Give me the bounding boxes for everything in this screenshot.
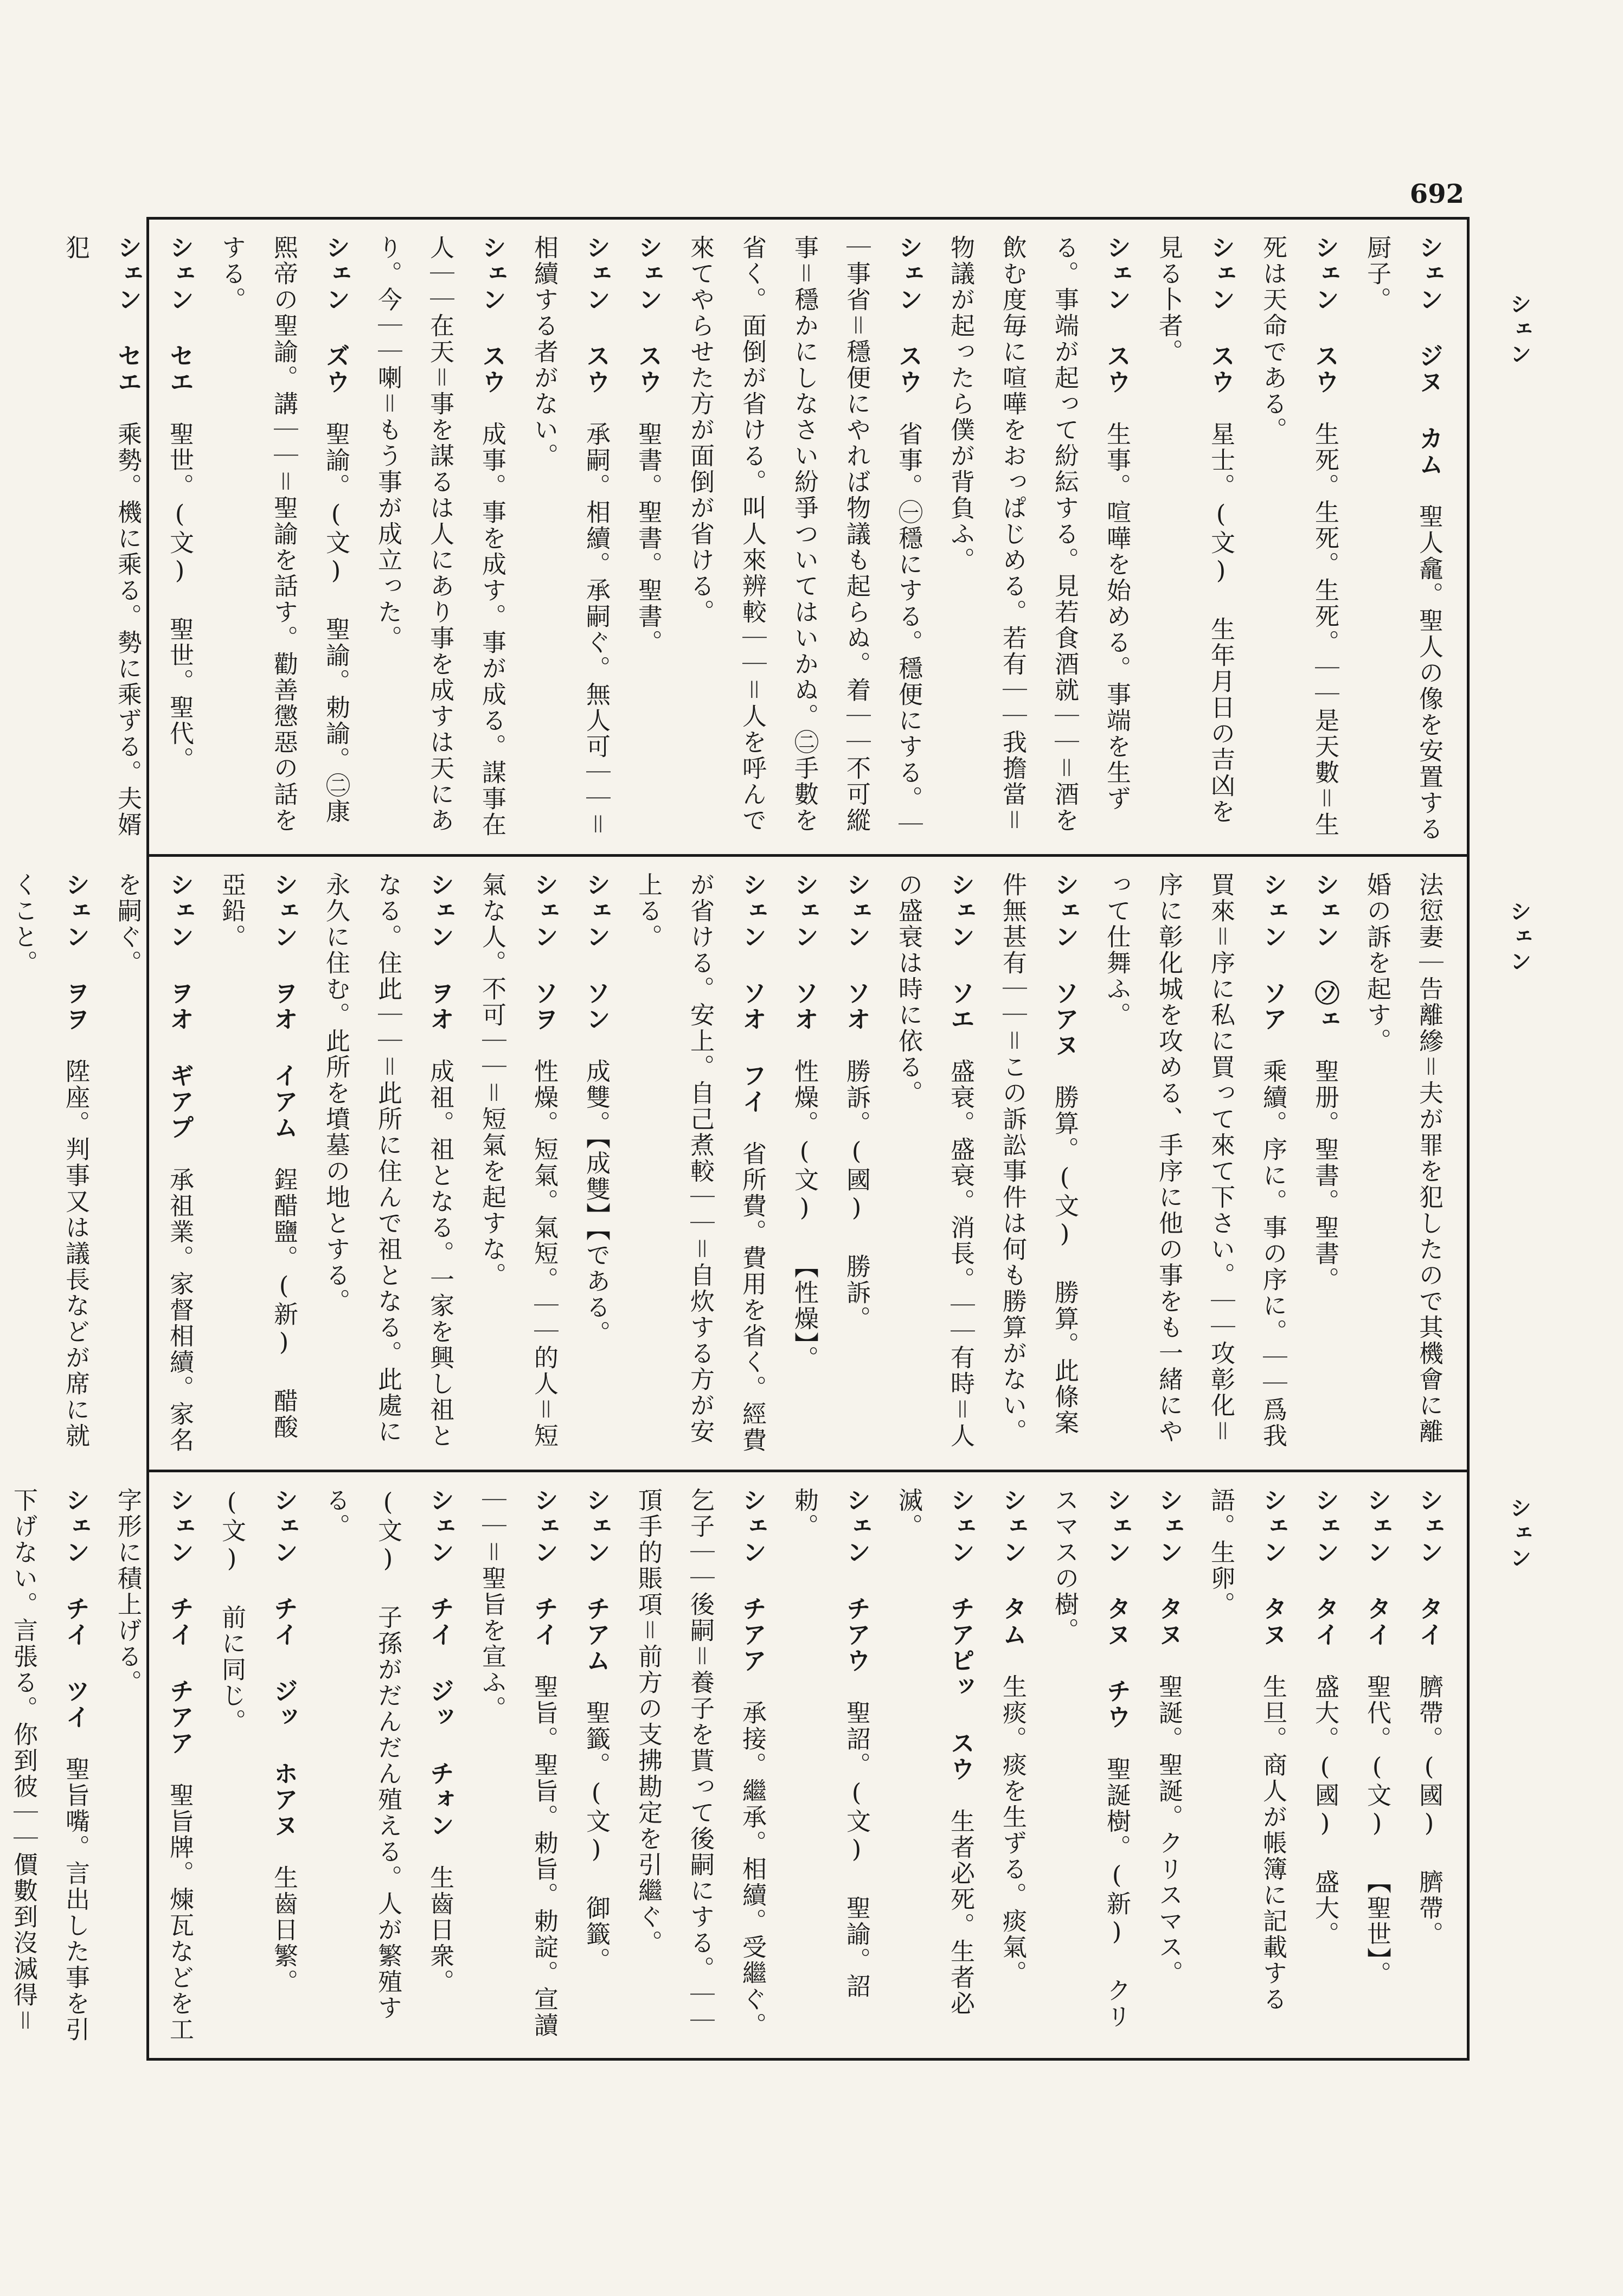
entry-definition: 承祖業。家督相續。家名を嗣ぐ。 — [113, 872, 194, 1453]
entry-headword: シェン タム — [998, 1487, 1027, 1674]
dictionary-entry — [1299, 872, 1351, 1459]
entry-headword: シェン ヲヲ — [61, 872, 90, 1059]
entry-definition: 臍帶。(國) 臍帶。 — [1415, 1674, 1444, 1947]
dictionary-entry — [882, 872, 986, 1459]
entry-definition: 聖旨嘴。言出した事を引下げない。言張る。你到彼｜｜價數到沒滅得＝ — [9, 1487, 90, 2043]
dictionary-entry — [1351, 1487, 1403, 2047]
entry-definition: 聖旨。聖旨。勅旨。勅諚。宣讀｜｜＝聖旨を宣ふ。 — [478, 1487, 559, 2038]
entry-headword: シェン ソン — [582, 872, 611, 1059]
entry-headword: シェン ㋞ェ — [1311, 872, 1339, 1059]
entry-definition: 生事。喧嘩を始める。事端を生ずる。事端が起って紛紜する。見若食酒就｜｜＝酒を飲む度毎に喧嘩をおっぱじめる。若有｜｜我擔當＝物議が起ったら僕が背負ふ。 — [946, 235, 1131, 833]
dictionary-entry — [1090, 872, 1299, 1459]
dictionary-entry — [934, 235, 1143, 843]
entry-headword: シェン タヌ — [1259, 1487, 1287, 1674]
dictionary-entry — [830, 872, 882, 1459]
entry-headword: シェン スウ — [1102, 235, 1131, 421]
entry-headword: シェン チアピッ スウ — [946, 1487, 975, 1808]
dictionary-entry — [570, 872, 622, 1459]
entry-headword: シェン チイ ジッ チォン — [426, 1487, 454, 1865]
dictionary-frame — [9, 217, 1470, 2061]
entry-definition: 聖誕樹。(新) クリスマスの樹。 — [1050, 1487, 1131, 2030]
entry-definition: 盛衰。盛衰。消長。｜｜有時＝人の盛衰は時に依る。 — [894, 872, 975, 1449]
entry-headword: シェン タヌ — [1154, 1487, 1183, 1674]
dictionary-entry — [674, 235, 934, 843]
entry-headword: シェン タイ — [1415, 1487, 1444, 1674]
dictionary-entry — [1351, 235, 1455, 843]
entry-definition: 聖人龕。聖人の像を安置する厨子。 — [1363, 235, 1444, 842]
entry-definition: 陞座。判事又は議長などが席に就くこと。 — [9, 872, 90, 1449]
running-head: シェン — [1506, 1497, 1531, 1572]
dictionary-entry — [153, 235, 206, 843]
entry-definition: 盛大。(國) 盛大。 — [1311, 1674, 1339, 1947]
entry-headword: シェン チイ チアア — [165, 1487, 194, 1782]
entry-definition: 聖誕。聖誕。クリスマス。 — [1154, 1674, 1183, 1986]
entry-headword: シェン スウ — [478, 235, 506, 421]
dictionary-entry — [1195, 1487, 1299, 2047]
dictionary-entry — [0, 872, 101, 1459]
entry-definition: 成雙。【成雙】【である。 — [582, 1059, 611, 1346]
entry-definition: 生旦。商人が帳簿に記載する語。生卵。 — [1207, 1487, 1287, 2012]
dictionary-entry — [362, 235, 518, 843]
entry-definition: 乘續。序に。事の序に。｜｜爲我買來＝序に私に買って來て下さい。｜｜攻彰化＝序に彰化城を攻める、手序に他の事をも一緒にやって仕舞ふ。 — [1102, 872, 1287, 1449]
entry-headword: シェン チイ ジッ ホアヌ — [270, 1487, 298, 1865]
entry-headword: シェン ヲオ ギアプ — [165, 872, 194, 1167]
entry-definition: 成祖。祖となる。一家を興し祖となる。住此｜｜＝此所に住んで祖となる。此處に永久に住む。此所を墳墓の地とする。 — [322, 872, 454, 1449]
entry-headword: シェン ズウ — [322, 235, 350, 421]
dictionary-entry — [570, 1487, 622, 2047]
entry-headword: シェン ソエ — [946, 872, 975, 1059]
entry-definition: 勝算。(文) 勝算。此條案件無甚有｜｜＝この訴訟事件は何も勝算がない。 — [998, 872, 1079, 1445]
entry-definition: 聖世。(文) 聖世。聖代。 — [165, 421, 194, 773]
entry-definition: 省所費。費用を省く。經費が省ける。安上。自己煮較｜｜＝自炊する方が安上る。 — [634, 872, 767, 1453]
running-head: シェン — [1506, 900, 1531, 975]
entry-headword: シェン タイ — [1311, 1487, 1339, 1674]
entry-definition: 乘勢。機に乘る。勢に乘ずる。夫婿犯 — [61, 235, 142, 838]
dictionary-entry — [206, 1487, 310, 2047]
dictionary-entry — [0, 1487, 101, 2047]
band-top — [61, 220, 1467, 854]
entry-definition: 聖册。聖書。聖書。 — [1311, 1059, 1339, 1293]
entry-definition: 生齒日繁。(文) 前に同じ。 — [217, 1487, 298, 1995]
dictionary-entry — [101, 1487, 206, 2047]
dictionary-entry — [1143, 1487, 1195, 2047]
entry-definition: 聖旨牌。煉瓦などを工字形に積上げる。 — [113, 1487, 194, 2043]
entry-headword: シェン ソアヌ — [1050, 872, 1079, 1085]
entry-headword: シェン スウ — [634, 235, 663, 421]
band-middle — [9, 854, 1467, 1470]
entry-definition: 法愆妻｜告離縿＝夫が罪を犯したので其機會に離婚の訴を起す。 — [1363, 872, 1444, 1445]
entry-definition: 生痰。痰を生ずる。痰氣。 — [998, 1674, 1027, 1986]
entry-headword: シェン スウ — [1311, 235, 1339, 421]
entry-headword: シェン スウ — [1207, 235, 1235, 421]
dictionary-entry — [1143, 235, 1247, 843]
page-number: 692 — [1409, 179, 1464, 209]
entry-headword: シェン セエ — [113, 235, 142, 421]
entry-definition: 聖代。(文) 【聖世】。 — [1363, 1674, 1391, 1987]
dictionary-entry — [310, 1487, 466, 2047]
entry-definition: 省事。㊀穩にする。穩便にする。｜｜事省＝穩便にやれば物議も起らぬ。着｜｜不可縱事＝穩かにしなさい紛爭ついてはいかぬ。㊁手數を省く。面倒が省ける。叫人來辨較｜｜＝人を呼んで來てやらせた方が面倒が省ける。 — [686, 235, 923, 838]
entry-definition: 聖諭。(文) 聖諭。勅諭。㊁康熙帝の聖諭。講｜｜＝聖諭を話す。勸善懲惡の話をする。 — [217, 235, 350, 833]
dictionary-entry — [986, 1487, 1038, 2047]
entry-headword: シェン ジヌ カム — [1415, 235, 1444, 504]
dictionary-entry — [310, 872, 466, 1459]
dictionary-entry — [622, 235, 674, 843]
dictionary-entry — [622, 872, 778, 1459]
dictionary-entry — [466, 872, 570, 1459]
entry-definition: 聖書。聖書。聖書。 — [634, 421, 663, 656]
dictionary-entry — [206, 235, 362, 843]
entry-definition: 性燥。短氣。氣短。｜｜的人＝短氣な人。不可｜｜＝短氣を起すな。 — [478, 872, 559, 1449]
entry-definition: 性燥。(文) 【性燥】。 — [790, 1059, 819, 1372]
entry-definition: 星士。(文) 生年月日の吉凶を見る卜者。 — [1154, 235, 1235, 825]
entry-definition: 聖籤。(文) 御籤。 — [582, 1700, 611, 1973]
dictionary-entry — [882, 1487, 986, 2047]
dictionary-entry — [1299, 1487, 1351, 2047]
running-head: シェン — [1506, 293, 1531, 368]
dictionary-entry — [1247, 235, 1351, 843]
dictionary-entry — [622, 1487, 778, 2047]
entry-headword: シェン タイ — [1363, 1487, 1391, 1674]
entry-definition: 成事。事を成す。事が成る。謀事在人｜｜在天＝事を謀るは人にあり事を成すは天にあり。今｜｜喇＝もう事が成立った。 — [374, 235, 506, 838]
entry-headword: シェン ヲオ イアム — [270, 872, 298, 1167]
dictionary-entry — [1403, 1487, 1455, 2047]
entry-headword: シェン チイ — [530, 1487, 559, 1674]
dictionary-entry — [778, 1487, 882, 2047]
entry-headword: シェン セエ — [165, 235, 194, 421]
entry-definition: 勝訴。(國) 勝訴。 — [842, 1059, 871, 1332]
band-bottom — [9, 1470, 1467, 2058]
entry-definition: 生死。生死。生死。｜｜是天數＝生死は天命である。 — [1259, 235, 1339, 838]
entry-definition: 聖詔。(文) 聖諭。詔勅。 — [790, 1487, 871, 1999]
entry-headword: シェン ソオ — [790, 872, 819, 1059]
dictionary-entry — [1351, 872, 1455, 1459]
entry-headword: シェン チイ ツイ — [61, 1487, 90, 1756]
dictionary-entry — [466, 1487, 570, 2047]
entry-headword: シェン ソオ — [842, 872, 871, 1059]
dictionary-entry — [49, 235, 153, 843]
dictionary-entry — [1038, 1487, 1143, 2047]
entry-headword: シェン チアア — [738, 1487, 767, 1700]
entry-headword: シェン ソオ フイ — [738, 872, 767, 1141]
dictionary-entry — [986, 872, 1090, 1459]
entry-headword: シェン チアウ — [842, 1487, 871, 1700]
entry-definition: 生者必死。生者必滅。 — [894, 1487, 975, 2017]
dictionary-entry — [206, 872, 310, 1459]
entry-headword: シェン ソア — [1259, 872, 1287, 1059]
entry-headword: シェン ソヲ — [530, 872, 559, 1059]
entry-headword: シェン タヌ チウ — [1102, 1487, 1131, 1756]
entry-headword: シェン チアム — [582, 1487, 611, 1700]
entry-headword: シェン ヲオ — [426, 872, 454, 1059]
entry-definition: 生齒日衆。(文) 子孫がだんだん殖える。人が繁殖する。 — [322, 1487, 454, 2021]
dictionary-entry — [518, 235, 622, 843]
dictionary-entry — [101, 872, 206, 1459]
dictionary-entry — [778, 872, 830, 1459]
entry-definition: 鋥醋鹽。(新) 醋酸亞鉛。 — [217, 872, 298, 1440]
entry-headword: シェン スウ — [582, 235, 611, 421]
entry-definition: 承嗣。相續。承嗣ぐ。無人可｜｜＝相續する者がない。 — [530, 235, 611, 838]
entry-headword: シェン スウ — [894, 235, 923, 421]
entry-definition: 承接。繼承。相續。受繼ぐ。乞子｜｜後嗣＝養子を貰って後嗣にする。｜｜頂手的賬項＝前方の支拂勘定を引繼ぐ。 — [634, 1487, 767, 2038]
